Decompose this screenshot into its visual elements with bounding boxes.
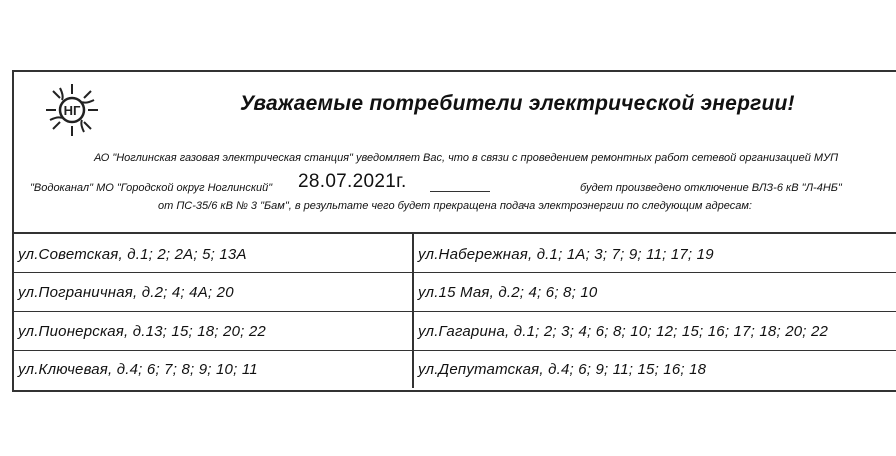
address-cell: ул.Ключевая, д.4; 6; 7; 8; 9; 10; 11: [18, 361, 258, 378]
date-underline: [430, 191, 490, 192]
outage-date: 28.07.2021г.: [298, 171, 407, 192]
notice-line-2-left: "Водоканал" МО "Городской округ Ноглинский": [30, 182, 273, 194]
address-cell: ул.Набережная, д.1; 1А; 3; 7; 9; 11; 17; 19: [418, 246, 714, 263]
address-cell: ул.15 Мая, д.2; 4; 6; 8; 10: [418, 284, 598, 301]
notice-line-2-right: будет произведено отключение ВЛЗ-6 кВ "Л-4НБ": [580, 182, 842, 194]
svg-text:НГ: НГ: [63, 103, 81, 118]
address-cell: ул.Советская, д.1; 2; 2А; 5; 13А: [18, 246, 247, 263]
company-logo: [44, 82, 100, 138]
row-divider: [14, 350, 896, 351]
notice-title: Уважаемые потребители электрической энергии!: [240, 92, 795, 115]
address-cell: ул.Депутатская, д.4; 6; 9; 11; 15; 16; 18: [418, 361, 707, 378]
notice-sheet: [12, 70, 896, 392]
notice-line-3: от ПС-35/6 кВ № 3 "Бам", в результате чего будет прекращена подача электроэнергии по следующим адресам:: [158, 200, 752, 212]
address-cell: ул.Пионерская, д.13; 15; 18; 20; 22: [18, 323, 266, 340]
address-cell: ул.Гагарина, д.1; 2; 3; 4; 6; 8; 10; 12; 15; 16; 17; 18; 20; 22: [418, 323, 829, 340]
row-divider: [14, 272, 896, 273]
notice-line-1: АО "Ноглинская газовая электрическая станция" уведомляет Вас, что в связи с проведением ремонтных работ сетевой организацией МУП: [94, 152, 839, 164]
address-cell: ул.Пограничная, д.2; 4; 4А; 20: [18, 284, 234, 301]
row-divider: [14, 311, 896, 312]
address-table: [14, 232, 896, 388]
